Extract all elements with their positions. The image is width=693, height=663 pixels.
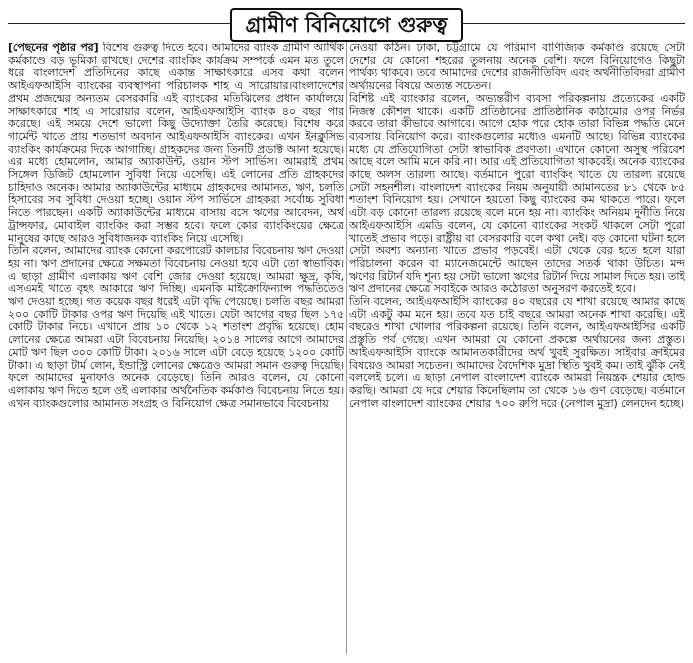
paragraph-text: বিশেষ গুরুত্ব দিতে হবে। আমাদের ব্যাংক গ্রামীণ আর্থিক কর্মকাণ্ডে বড় ভূমিকা রাখছে। দেশের ব্যাংকিং কার্যক্রম সম্পর্কে এমন মত তুলে ধরে বাংলাদেশ প্রতিদিনের কাছে একান্ত সাক্ষাৎকারে এসব কথা বলেন আইএফআইসি ব্যাংকের ব্যবস্থাপনা পরিচালক শাহ এ সারোয়ার।বাংলাদেশের প্রথম প্রজন্মের অন্যতম বেসরকারি এই ব্যাংকের মতিঝিলের প্রধান কার্যালয়ে সাক্ষাৎকারে শাহ এ সারোয়ার বলেন, আইএফআইসি ব্যাংক ৪০ বছর পার করেছে। এই সময়ে দেশে ভালো কিছু উদ্যোক্তা তৈরি করেছে। বিশেষ করে গার্মেন্ট খাতে প্রায় শতভাগ অবদান আইএফআইসি ব্যাংকের। এখন ইনক্লুসিভ ব্যাংকিং কার্যক্রমের দিকে আগাচ্ছি। গ্রাহকদের জন্য তিনটি প্রডাক্ট আনা হয়েছে। এর মধ্যে হোমলোন, আমার অ্যাকাউন্ট, ওয়ান স্টপ সার্ভিস। আমরাই প্রথম সিঙ্গেল ডিজিট হোমলোন সুবিধা নিয়ে এসেছি। এই লোনের প্রতি গ্রাহকদের চাহিদাও অনেক। আমার অ্যাকাউন্টের মাধ্যমে গ্রাহকদের আমানত, ঋণ, চলতি হিসাবের সব সুবিধা দেওয়া হচ্ছে। ওয়ান স্টপ সার্ভিসে গ্রাহকরা সর্বোচ্চ সুবিধা নিতে পারছেন। একটি অ্যাকাউন্টের মাধ্যমে বাসায় বসে ঋণের আবেদন, অর্থ ট্রান্সফার, মোবাইল ব্যাংকিং করা সম্ভব হবে। ফলে কোর ব্যাংকিংয়ের ক্ষেত্রে মানুষের কাছে আরও সুবিধাজনক ব্যাংকিং নিয়ে এসেছি। (8, 42, 344, 245)
right-column (349, 42, 685, 654)
article-columns (8, 42, 685, 654)
paragraph: নেওয়া কঠিন। ঢাকা, চট্টগ্রামে যে পরিমাণ বাণিজ্যিক কর্মকাণ্ড রয়েছে সেটা দেশের যে কোনো শহরের তুলনায় অনেক বেশি। ফলে বিনিয়োগেও কিছুটা পার্থক্য থাকবে। তবে আমাদের দেশের রাজনীতিবিদ এবং অর্থনীতিবিদরা গ্রামীণ অর্থায়নের বিষয়ে অত্যন্ত সচেতন। (349, 42, 685, 93)
paragraph: তিনি বলেন, আইএফআইসি ব্যাংকের ৪০ বছরের যে শাখা রয়েছে আমার কাছে এটা একটু কম মনে হয়। তবে যত চাই বছরে আমরা অনেক শাখা করেছি। এই বছরেও শাখা খোলার পরিকল্পনা রয়েছে। তিনি বলেন, আইএফআইসির একটি প্রস্তুতি পর্ব গেছে। এখন আমরা যে কোনো প্রকল্পে অর্থায়নের জন্য প্রস্তুত। আইএফআইসি ব্যাংকে আমানতকারীদের অর্থ খুবই সুরক্ষিত। সাইবার ক্রাইমের বিষয়েও আমরা সচেতন। আমাদের বৈদেশিক মুদ্রা স্থিতি খুবই কম। তাই ঝুঁকি নেই বললেই চলে। এ ছাড়া নেপাল বাংলাদেশ ব্যাংকে আমরা নিয়ন্ত্রক শেয়ার হোল্ড করছি। আমরা যে দরে শেয়ার কিনেছিলাম তা থেকে ১৬ গুণ বেড়েছে। বর্তমানে নেপাল বাংলাদেশ ব্যাংকের শেয়ার ৭০০ রুপি দরে (নেপাল মুদ্রা) লেনদেন হচ্ছে। (349, 295, 685, 410)
paragraph (8, 42, 344, 245)
paragraph: তিনি বলেন, আমাদের ব্যাংক কোনো করপোরেট কালচার বিবেচনায় ঋণ দেওয়া হয় না। ঋণ প্রদানের ক্ষেত্রে সক্ষমতা বিবেচনায় নেওয়া হবে এটা তো স্বাভাবিক। এ ছাড়া গ্রামীণ এলাকায় ঋণ বেশি জোর দেওয়া হয়েছে। আমরা ক্ষুদ্র, কৃষি, এসএমই খাতে বৃহৎ আকারে ঋণ দিচ্ছি। এমনকি মাইক্রোফিন্যান্স পদ্ধতিতেও ঋণ দেওয়া হচ্ছে। গত কয়েক বছর ধরেই এটা বৃদ্ধি পেয়েছে। চলতি বছর আমরা ২০০ কোটি টাকার ওপর ঋণ দিয়েছি এই খাতে। যেটা আগের বছর ছিল ১৭৫ কোটি টাকার নিচে। এখানে প্রায় ১০ থেকে ১২ শতাংশ প্রবৃদ্ধি হয়েছে। হোম লোনের ক্ষেত্রে আমরা এটা বিবেচনায় নিয়েছি। ২০১৪ সালের আগে আমাদের মোট ঋণ ছিল ৩০০ কোটি টাকা। ২০১৬ সালে এটা বেড়ে হয়েছে ১২০০ কোটি টাকা। এ ছাড়া টার্ম লোন, ইন্ডাস্ট্রি লোনের ক্ষেত্রেও আমরা সমান গুরুত্ব দিয়েছি। ফলে আমাদের মুনাফাও অনেক বেড়েছে। তিনি আরও বলেন, যে কোনো এলাকায় ঋণ দিতে হলে ওই এলাকার অর্থনৈতিক কর্মকাণ্ড বিবেচনায় নিতে হয়। এখন ব্যাংকগুলোর আমানত সংগ্রহ ও বিনিয়োগ ক্ষেত্র সমানভাবে বিবেচনায় (8, 244, 344, 410)
headline: গ্রামীণ বিনিয়োগে গুরুত্ব (230, 8, 464, 42)
continuation-marker: [পেছনের পৃষ্ঠার পর] (8, 42, 99, 54)
headline-area (8, 6, 685, 42)
paragraph: বিশিষ্ট এই ব্যাংকার বলেন, অভ্যন্তরীণ ব্যবসা পরিকল্পনায় প্রত্যেকের একটি নিজস্ব কৌশল থাকে। একটি প্রতিষ্ঠানের প্রাতিষ্ঠানিক কাঠামোর ওপর নির্ভর করবে তারা কীভাবে আগাবে। আগে হোক পরে হোক তারা বিভিন্ন পদ্ধতি মেনে ব্যবসায় বিনিয়োগ করে। ব্যাংকগুলোর মধ্যেও এমনটি আছে। বিভিন্ন ব্যাংকের মধ্যে যে প্রতিযোগিতা সেটা স্বাভাবিক প্রবণতা। এখানে কোনো অসুস্থ পরিবেশ আছে বলে আমি মনে করি না। আর এই প্রতিযোগিতা থাকবেই। অনেক ব্যাংকের কাছে অলস তারল্য আছে। বর্তমানে পুরো ব্যাংকিং খাতে যে তারল্য রয়েছে সেটা সহনশীল। বাংলাদেশ ব্যাংকের নিয়ম অনুযায়ী আমানতের ৮১ থেকে ৮৫ শতাংশ বিনিয়োগ হয়। সেখানে হয়তো কিছু ব্যাংকের কম থাকতে পারে। ফলে এটা বড় কোনো তারল্য রয়েছে বলে মনে হয় না। ব্যাংকিং অনিয়ম দুর্নীতি নিয়ে আইএফআইসি এমডি বলেন, যে কোনো ব্যাংকের সংকট থাকলে সেটা পুরো খাতেই প্রভাব পড়ে। রাষ্ট্রীয় বা বেসরকারি বলে কথা নেই। বড় কোনো ঘটনা হলে সেটা অবশ্য অন্যান্য খাতে প্রভাব পড়বেই। এটা থেকে বের হতে হলে যারা পরিচালনা করেন বা ম্যানেজমেন্টে আছেন তাদের সতর্ক থাকা উচিত। মন্দ ঋণের রিটার্ন যদি শূন্য হয় সেটা ভালো ঋণের রিটার্ন দিয়ে সামাল দিতে হয়। তাই ঋণ প্রদানের ক্ষেত্রে সবাইকে আরও কঠোরতা অনুসরণ করতেই হবে। (349, 91, 685, 296)
column-divider (346, 42, 347, 654)
left-column (8, 42, 344, 654)
